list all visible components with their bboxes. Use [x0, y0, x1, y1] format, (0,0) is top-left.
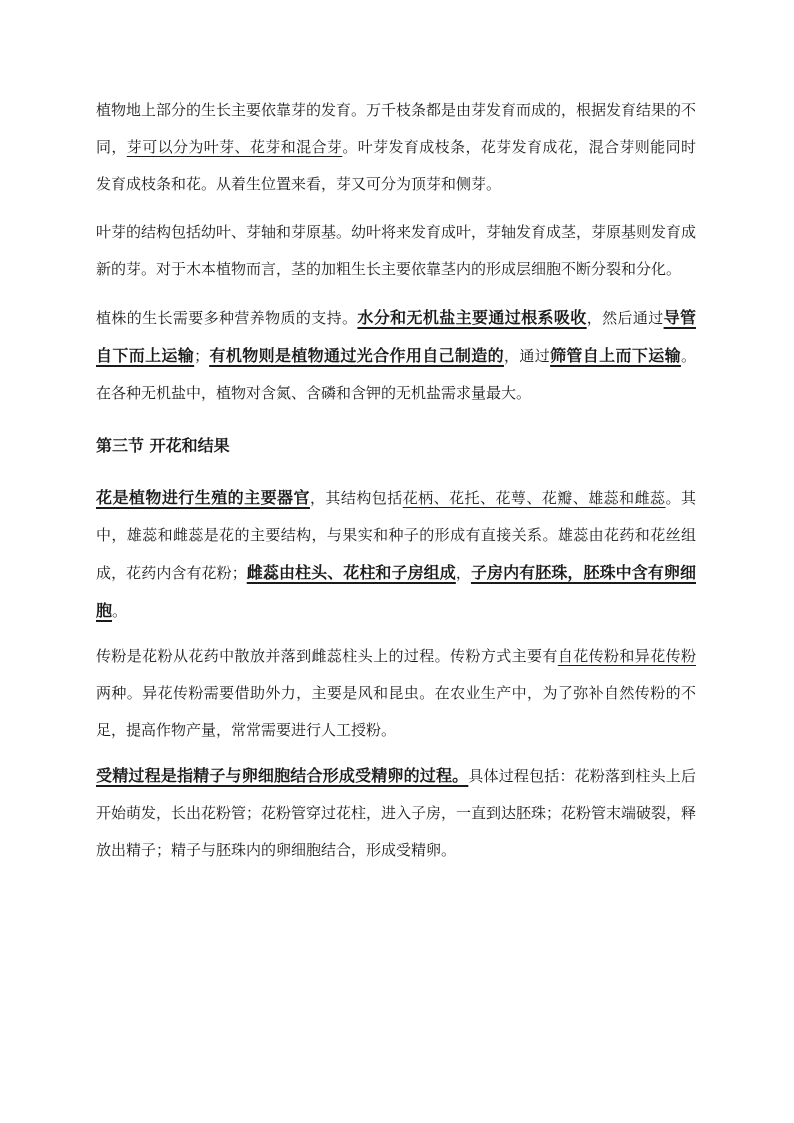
- text-span: ，其结构包括: [309, 489, 403, 507]
- key-point-text: 有机物则是植物通过光合作用自己制造的: [209, 346, 504, 365]
- text-span: 。叶芽发育成枝条，花芽发育成花，混合芽则能同时发育成枝条和花。从着生位置来看，芽又可分为顶芽和侧芽。: [96, 138, 696, 193]
- section-heading: 第三节 开花和结果: [96, 436, 230, 455]
- paragraph-bud-development: [96, 92, 696, 203]
- key-point-text: 受精过程是指精子与卵细胞结合形成受精卵的过程。: [96, 766, 469, 785]
- key-point-text: 子房内有胚珠，胚珠中含有卵细胞: [96, 563, 696, 620]
- key-point-text: 筛管自上而下运输: [550, 346, 681, 365]
- text-span: ，通过: [503, 347, 551, 365]
- paragraph-fertilization: [96, 757, 696, 869]
- text-span: 两种。异花传粉需要借助外力，主要是风和昆虫。在农业生产中，为了弥补自然传粉的不足，提高作物产量，常常需要进行人工授粉。: [96, 684, 696, 739]
- text-span: 传粉是花粉从花药中散放并落到雌蕊柱头上的过程。传粉方式主要有: [96, 647, 558, 665]
- underlined-text: 自花传粉和异花传粉: [557, 647, 696, 665]
- key-point-text: 雌蕊由柱头、花柱和子房组成: [246, 563, 456, 582]
- underlined-text: 花柄、花托、花萼、花瓣、雄蕊和雌蕊: [402, 489, 666, 507]
- paragraph-nutrient-transport: [96, 299, 696, 412]
- text-span: ，: [455, 564, 471, 582]
- key-point-text: 水分和无机盐主要通过根系吸收: [357, 308, 587, 327]
- key-point-text: 导管自下而上运输: [96, 308, 696, 365]
- text-span: ，然后通过: [586, 309, 664, 327]
- text-span: ；: [194, 347, 210, 365]
- key-point-text: 花是植物进行生殖的主要器官: [96, 488, 310, 507]
- text-span: 植株的生长需要多种营养物质的支持。: [96, 309, 358, 327]
- paragraph-flower-structure: [96, 479, 696, 630]
- document-page: [96, 92, 696, 869]
- paragraph-leaf-bud-structure: [96, 214, 696, 288]
- text-span: 植物地上部分的生长主要依靠芽的发育。万千枝条都是由芽发育而成的，根据发育结果的不同，: [96, 101, 697, 156]
- text-span: 。: [112, 602, 128, 620]
- text-span: 。其中，雄蕊和雌蕊是花的主要结构，与果实和种子的形成有直接关系。雄蕊由花药和花丝组成，花药内含有花粉；: [96, 489, 696, 582]
- text-span: 叶芽的结构包括幼叶、芽轴和芽原基。幼叶将来发育成叶，芽轴发育成茎，芽原基则发育成新的芽。对于木本植物而言，茎的加粗生长主要依靠茎内的形成层细胞不断分裂和分化。: [96, 223, 697, 278]
- underlined-text: 芽可以分为叶芽、花芽和混合芽: [126, 138, 343, 156]
- text-span: 具体过程包括：花粉落到柱头上后开始萌发，长出花粉管；花粉管穿过花柱，进入子房，一直到达胚珠；花粉管末端破裂，释放出精子；精子与胚珠内的卵细胞结合，形成受精卵。: [96, 767, 697, 859]
- paragraph-pollination: [96, 638, 696, 749]
- text-span: 。在各种无机盐中，植物对含氮、含磷和含钾的无机盐需求量最大。: [96, 347, 696, 402]
